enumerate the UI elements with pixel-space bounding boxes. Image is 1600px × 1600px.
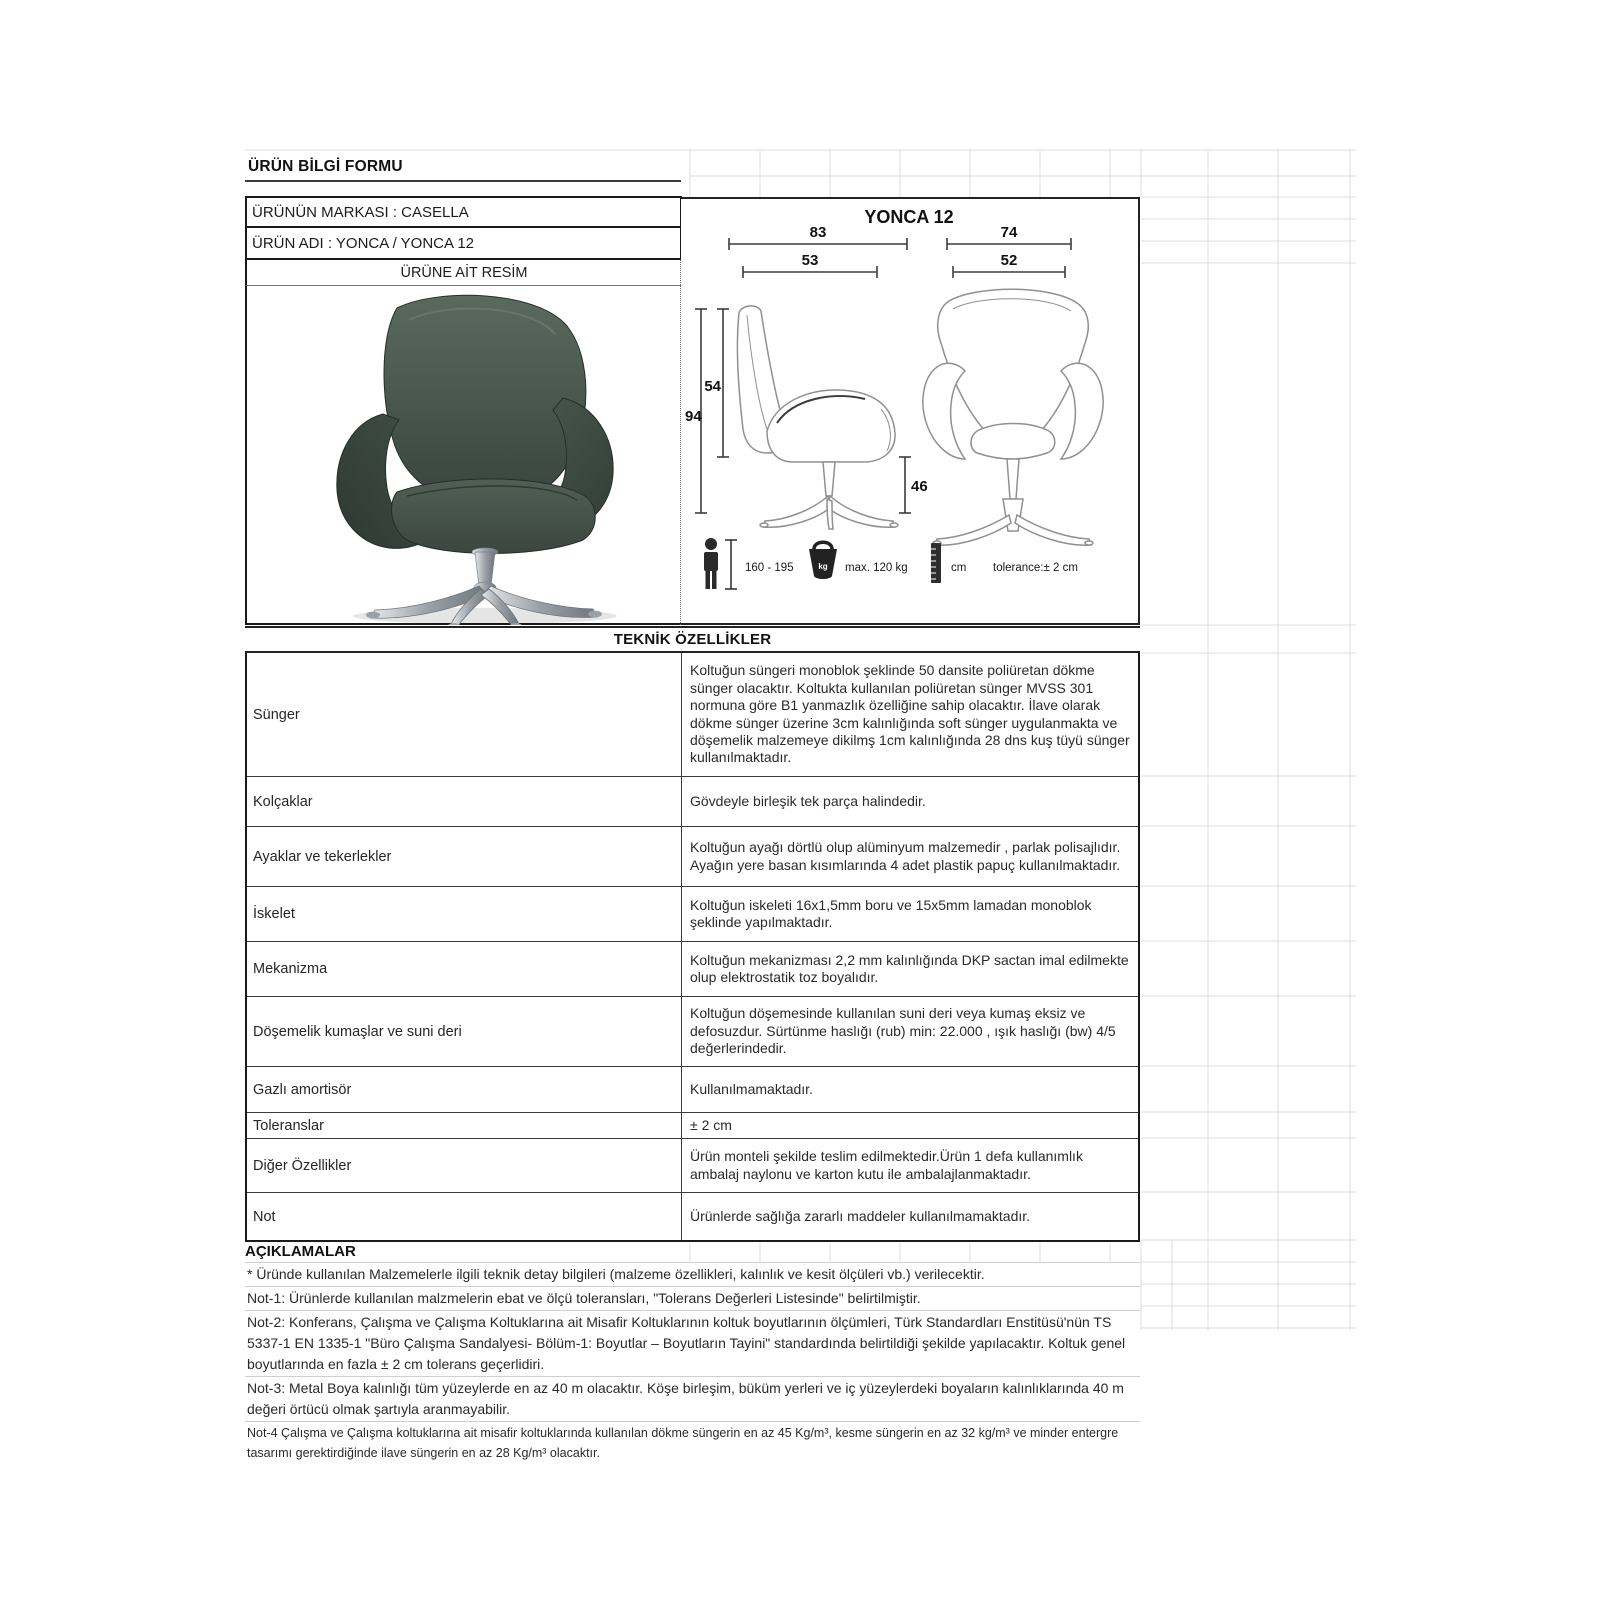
dim-53-label: 53 (801, 252, 819, 269)
product-image-header: ÜRÜNE AİT RESİM (245, 260, 681, 286)
spec-value: Ürün monteli şekilde teslim edilmektedir.Ürün 1 defa kullanımlık ambalaj naylonu ve karton kutu ile ambalajlanmaktadır. (690, 1148, 1083, 1182)
drawing-title: YONCA 12 (864, 207, 954, 227)
product-name-cell: ÜRÜN ADI : YONCA / YONCA 12 (252, 234, 475, 252)
spec-label: Döşemelik kumaşlar ve suni deri (247, 997, 682, 1066)
tolerance-label: tolerance:± 2 cm (993, 562, 1078, 574)
chair-front-view (923, 289, 1103, 545)
spec-value: Koltuğun ayağı dörtlü olup alüminyum malzemedir , parlak polisajlıdır. Ayağın yere basan kısımlarında 4 adet plastik papuç kullanılmaktadır. (690, 839, 1121, 873)
product-identity-table (245, 196, 682, 260)
technical-drawing-box (681, 197, 1140, 625)
spec-label: Kolçaklar (247, 777, 682, 826)
table-row (247, 996, 1138, 1066)
dim-46-label: 46 (911, 478, 928, 495)
chair-photo (247, 286, 683, 625)
dim-94-label: 94 (685, 408, 702, 425)
weight-icon-kg-label: kg (818, 562, 828, 571)
spec-value: Ürünlerde sağlığa zararlı maddeler kullanılmamaktadır. (690, 1207, 1031, 1224)
table-row (247, 776, 1138, 826)
table-row (247, 886, 1138, 941)
spec-value: Koltuğun mekanizması 2,2 mm kalınlığında DKP sactan imal edilmekte olup elektrostatik toz boyalıdır. (690, 951, 1129, 985)
page-title: ÜRÜN BİLGİ FORMU (245, 152, 681, 182)
spec-label: Mekanizma (247, 942, 682, 996)
spec-value: Koltuğun süngeri monoblok şeklinde 50 dansite poliüretan dökme sünger olacaktır. Koltukta kullanılan poliüretan sünger MVSS 301 normuna göre B1 yanmazlık özelliğine sahip olacaktır. İlave olarak dökme sünger üzerine 3cm kalınlığında soft sünger uygulanmakta ve döşemelik malzemeye dikilmş 1cm kalınlığında 28 dns kuş tüyü sünger kullanılmaktadır. (690, 662, 1130, 766)
weight-icon (809, 542, 837, 579)
dim-83-label: 83 (809, 224, 827, 241)
spec-label: Diğer Özellikler (247, 1139, 682, 1192)
spec-label: Ayaklar ve tekerlekler (247, 827, 682, 886)
explanation-note: Not-4 Çalışma ve Çalışma koltuklarına ait misafir koltuklarında kullanılan dökme süngerin en az 45 Kg/m³, kesme süngerin en az 32 kg/m³ ve minder entergre tasarımı gerektirdiğinde ilave süngerin en az 28 Kg/m³ olacaktır. (247, 1426, 1119, 1460)
explanations-section (245, 1243, 1140, 1464)
person-height-line (725, 540, 737, 589)
spec-value: Koltuğun döşemesinde kullanılan suni deri veya kumaş eksiz ve defosuzdur. Sürtünme haslığı (rub) min: 22.000 , ışık haslığı (bw) 4/5 değerlerindedir. (690, 1005, 1116, 1057)
person-icon (704, 538, 718, 589)
spec-label: Gazlı amortisör (247, 1067, 682, 1112)
explanation-note: * Üründe kullanılan Malzemelerle ilgili teknik detay bilgileri (malzeme özellikleri, kalınlık ve kesit ölçüleri vb.) verilecektir. (245, 1263, 1140, 1287)
dim-52-label: 52 (1000, 252, 1018, 269)
max-weight-label: max. 120 kg (845, 562, 908, 574)
dim-54-label: 54 (704, 378, 721, 395)
explanation-note: Not-2: Konferans, Çalışma ve Çalışma Koltuklarına ait Misafir Koltuklarının koltuk boyutlarının ölçümleri, Türk Standardları Enstitüsü'nün TS 5337-1 EN 1335-1 "Büro Çalışma Sandalyesi- Bölüm-1: Boyutlar – Boyutların Tayini" standardında belirtildiği şekilde yapılacaktır. Koltuk genel boyutlarında en fazla ± 2 cm tolerans geçerlidiri. (245, 1311, 1140, 1377)
spec-value: Koltuğun iskeleti 16x1,5mm boru ve 15x5mm lamadan monoblok şeklinde yapılmaktadır. (690, 896, 1092, 930)
chair-side-view (737, 306, 898, 529)
explanation-note: Not-1: Ürünlerde kullanılan malzmelerin ebat ve ölçü toleransları, "Tolerans Değerleri Listesinde" belirtilmiştir. (245, 1287, 1140, 1311)
explanation-note: Not-3: Metal Boya kalınlığı tüm yüzeylerde en az 40 m olacaktır. Köşe birleşim, büküm yerleri ve iç yüzeylerdeki boyaların kalınlıklarında 40 m değeri örtücü olmak şartıyla aranmayabilir. (245, 1377, 1140, 1422)
explanations-header: AÇIKLAMALAR (245, 1243, 1140, 1263)
spec-label: İskelet (247, 887, 682, 941)
table-row (247, 826, 1138, 886)
table-row (247, 1112, 1138, 1138)
spec-label: Toleranslar (247, 1113, 682, 1138)
spec-value: ± 2 cm (690, 1116, 732, 1133)
technical-drawing (681, 199, 1137, 623)
product-photo-cell (245, 286, 681, 625)
ruler-icon (931, 543, 941, 583)
table-row (247, 1066, 1138, 1112)
spec-label: Sünger (247, 653, 682, 776)
tech-specs-header: TEKNİK ÖZELLİKLER (245, 626, 1140, 653)
spec-value: Gövdeyle birleşik tek parça halindedir. (690, 792, 926, 809)
table-row (247, 653, 1138, 776)
spec-label: Not (247, 1193, 682, 1240)
table-row (247, 1138, 1138, 1192)
tech-specs-table (245, 653, 1140, 1242)
product-brand-cell: ÜRÜNÜN MARKASI : CASELLA (247, 198, 680, 228)
table-row (247, 1192, 1138, 1240)
spec-value: Kullanılmamaktadır. (690, 1080, 813, 1097)
dim-74-label: 74 (1000, 224, 1018, 241)
user-height-label: 160 - 195 (745, 562, 794, 574)
table-row (247, 941, 1138, 996)
unit-label: cm (951, 562, 967, 574)
